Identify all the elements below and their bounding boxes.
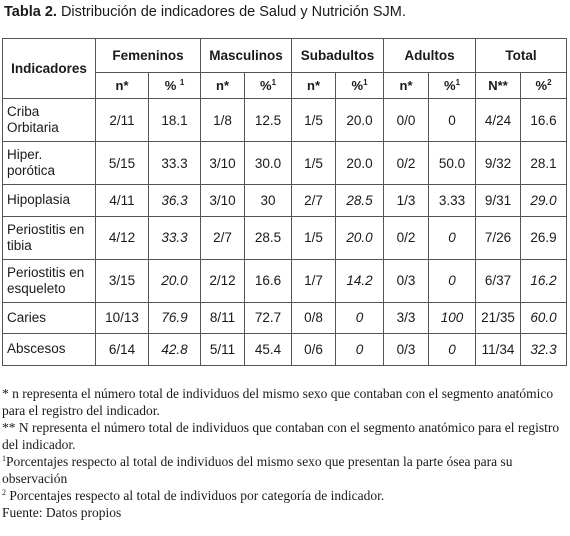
table-cell: 0/3 — [384, 334, 429, 366]
table-cell: 5/15 — [96, 142, 149, 185]
note-source: Fuente: Datos propios — [2, 505, 122, 520]
table-cell: 6/37 — [476, 259, 521, 302]
row-label: Hiper. porótica — [3, 142, 96, 185]
table-cell: 60.0 — [521, 302, 567, 334]
table-cell: 18.1 — [149, 99, 201, 142]
caption-label: Tabla 2. — [4, 4, 57, 20]
table-cell: 76.9 — [149, 302, 201, 334]
table-cell: 32.3 — [521, 334, 567, 366]
subheader-pct-total: %$^2$ — [521, 73, 567, 99]
note-pct2: $^2$ Porcentajes respecto al total de individuos por categoría de indicador. — [2, 488, 385, 503]
table-cell: 3/15 — [96, 259, 149, 302]
table-cell: 2/11 — [96, 99, 149, 142]
table-cell: 29.0 — [521, 185, 567, 217]
table-cell: 12.5 — [245, 99, 292, 142]
table-body — [3, 99, 567, 366]
row-label: Abscesos — [3, 334, 96, 366]
table-cell: 0/2 — [384, 216, 429, 259]
row-label: Periostitis en esqueleto — [3, 259, 96, 302]
subheader-n: n* — [292, 73, 336, 99]
table-cell: 20.0 — [336, 142, 384, 185]
table-cell: 28.1 — [521, 142, 567, 185]
subheader-N: N** — [476, 73, 521, 99]
table-cell: 5/11 — [201, 334, 245, 366]
table-cell: 9/31 — [476, 185, 521, 217]
table-cell: 26.9 — [521, 216, 567, 259]
subheader-pct: %$^1$ — [429, 73, 476, 99]
table-cell: 36.3 — [149, 185, 201, 217]
table-cell: 45.4 — [245, 334, 292, 366]
table-cell: 9/32 — [476, 142, 521, 185]
subheader-n: n* — [384, 73, 429, 99]
table-cell: 50.0 — [429, 142, 476, 185]
note-N: ** N representa el número total de individuos que contaban con el segmento anatómico para el registro del indicador. — [2, 420, 560, 452]
table-cell: 20.0 — [336, 99, 384, 142]
table-cell: 1/3 — [384, 185, 429, 217]
table-row — [3, 259, 567, 302]
subheader-pct: % $^1$ — [149, 73, 201, 99]
table-row — [3, 302, 567, 334]
table-cell: 0/6 — [292, 334, 336, 366]
table-cell: 0 — [336, 302, 384, 334]
group-header-adultos: Adultos — [384, 39, 476, 73]
table-cell: 33.3 — [149, 142, 201, 185]
table-cell: 4/12 — [96, 216, 149, 259]
table-cell: 3/3 — [384, 302, 429, 334]
row-label: Caries — [3, 302, 96, 334]
table-cell: 1/5 — [292, 142, 336, 185]
table-cell: 16.6 — [245, 259, 292, 302]
table-cell: 20.0 — [149, 259, 201, 302]
row-header-indicadores: Indicadores — [3, 39, 96, 99]
table-cell: 42.8 — [149, 334, 201, 366]
row-label: Hipoplasia — [3, 185, 96, 217]
table-cell: 0 — [429, 259, 476, 302]
table-cell: 28.5 — [245, 216, 292, 259]
table-cell: 0/2 — [384, 142, 429, 185]
table-cell: 11/34 — [476, 334, 521, 366]
row-label: Criba Orbitaria — [3, 99, 96, 142]
table-cell: 0 — [429, 99, 476, 142]
table-cell: 2/12 — [201, 259, 245, 302]
table-cell: 72.7 — [245, 302, 292, 334]
indicators-table — [2, 38, 567, 366]
table-cell: 7/26 — [476, 216, 521, 259]
table-cell: 4/11 — [96, 185, 149, 217]
group-header-femeninos: Femeninos — [96, 39, 201, 73]
table-cell: 1/5 — [292, 99, 336, 142]
table-cell: 20.0 — [336, 216, 384, 259]
subheader-pct: %$^1$ — [245, 73, 292, 99]
table-notes — [2, 385, 567, 521]
table-cell: 0 — [429, 216, 476, 259]
table-cell: 3.33 — [429, 185, 476, 217]
table-cell: 33.3 — [149, 216, 201, 259]
table-row — [3, 142, 567, 185]
caption-title: Distribución de indicadores de Salud y Nutrición SJM. — [60, 4, 406, 20]
table-cell: 2/7 — [201, 216, 245, 259]
group-header-masculinos: Masculinos — [201, 39, 292, 73]
table-row — [3, 185, 567, 217]
table-cell: 30 — [245, 185, 292, 217]
table-cell: 6/14 — [96, 334, 149, 366]
table-row — [3, 216, 567, 259]
table-cell: 3/10 — [201, 185, 245, 217]
table-cell: 10/13 — [96, 302, 149, 334]
table-row — [3, 99, 567, 142]
note-n: * n representa el número total de individuos del mismo sexo que contaban con el segmento anatómico para el registro del indicador. — [2, 386, 554, 418]
note-pct1: $^1$Porcentajes respecto al total de individuos del mismo sexo que presentan la parte ósea para su observación — [2, 454, 513, 486]
table-cell: 2/7 — [292, 185, 336, 217]
table-cell: 1/5 — [292, 216, 336, 259]
subheader-pct: %$^1$ — [336, 73, 384, 99]
table-cell: 1/8 — [201, 99, 245, 142]
table-cell: 16.6 — [521, 99, 567, 142]
table-cell: 0/8 — [292, 302, 336, 334]
table-cell: 30.0 — [245, 142, 292, 185]
subheader-n: n* — [201, 73, 245, 99]
table-cell: 1/7 — [292, 259, 336, 302]
row-label: Periostitis en tibia — [3, 216, 96, 259]
table-cell: 28.5 — [336, 185, 384, 217]
table-caption — [4, 4, 406, 20]
table-cell: 0 — [429, 334, 476, 366]
table-cell: 0/3 — [384, 259, 429, 302]
group-header-total: Total — [476, 39, 567, 73]
table-cell: 16.2 — [521, 259, 567, 302]
table-cell: 8/11 — [201, 302, 245, 334]
table-row — [3, 334, 567, 366]
table-cell: 14.2 — [336, 259, 384, 302]
table-cell: 100 — [429, 302, 476, 334]
group-header-subadultos: Subadultos — [292, 39, 384, 73]
table-cell: 21/35 — [476, 302, 521, 334]
table-cell: 0/0 — [384, 99, 429, 142]
table-cell: 3/10 — [201, 142, 245, 185]
table-cell: 0 — [336, 334, 384, 366]
table-cell: 4/24 — [476, 99, 521, 142]
subheader-n: n* — [96, 73, 149, 99]
